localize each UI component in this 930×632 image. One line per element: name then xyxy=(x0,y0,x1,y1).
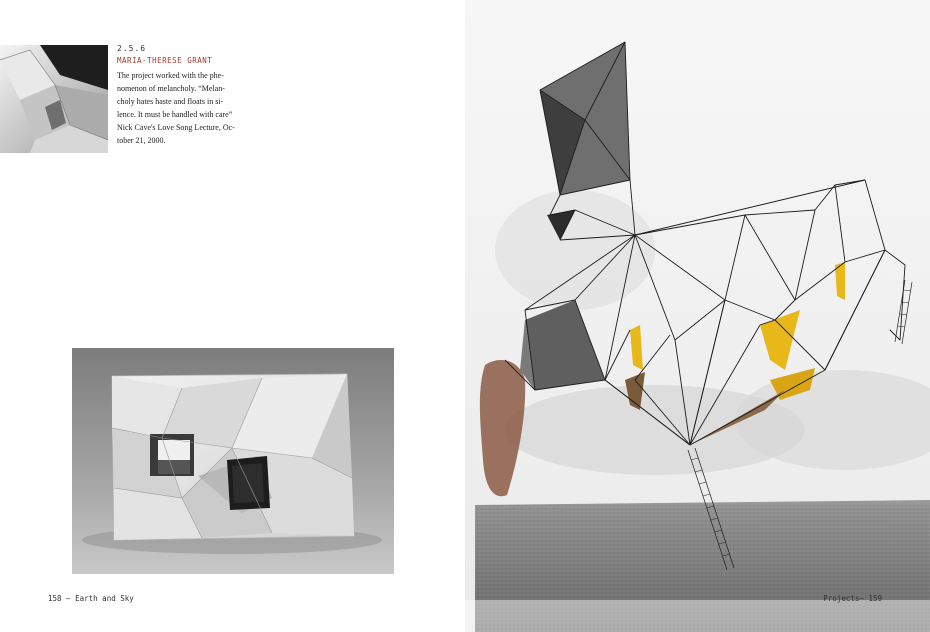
body-line: Nick Cave's Love Song Lecture, Oc- xyxy=(117,123,235,132)
body-line: nomenon of melancholy. “Melan- xyxy=(117,84,225,93)
body-line: tober 21, 2000. xyxy=(117,136,166,145)
page-number-right: Projects– 159 xyxy=(823,594,882,603)
architectural-sketch xyxy=(465,0,930,632)
body-line: The project worked with the phe- xyxy=(117,71,224,80)
author-name: MARIA-THERESE GRANT xyxy=(117,56,213,65)
paper-model-photo xyxy=(72,348,394,574)
right-page xyxy=(465,0,930,632)
section-number: 2.5.6 xyxy=(117,44,147,53)
page-number-left: 158 – Earth and Sky xyxy=(48,594,134,603)
text-column xyxy=(117,44,259,147)
body-line: lence. It must be handled with care” xyxy=(117,110,233,119)
folded-paper-thumbnail xyxy=(0,45,108,153)
paper-model-photo-image xyxy=(72,348,394,574)
folded-paper-thumbnail-image xyxy=(0,45,108,153)
body-paragraph xyxy=(117,69,259,147)
body-line: choly hates haste and floats in si- xyxy=(117,97,224,106)
